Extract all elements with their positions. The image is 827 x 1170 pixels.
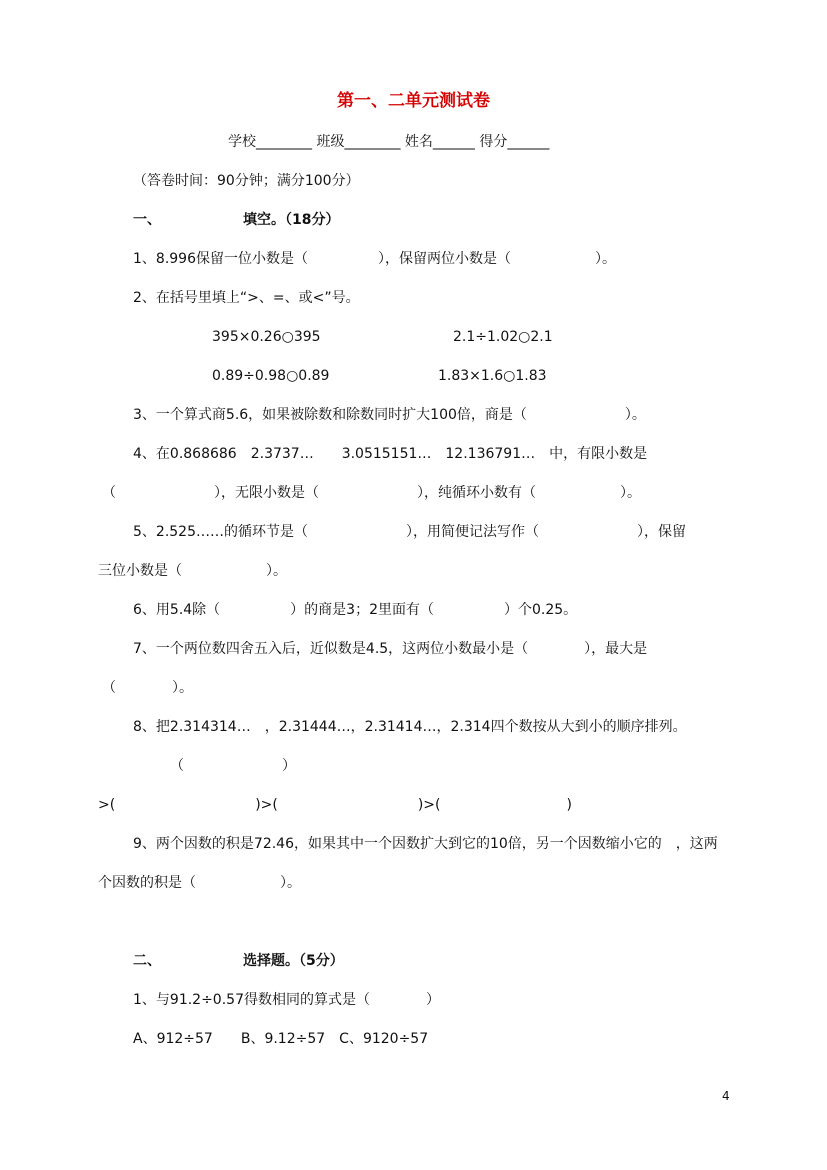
compare-item-a: 395×0.26○395 bbox=[212, 329, 321, 345]
question-7-line2: （ ）。 bbox=[102, 680, 193, 696]
page-title: 第一、二单元测试卷 bbox=[337, 91, 490, 111]
question-5-line1: 5、2.525……的循环节是（ ），用简便记法写作（ ），保留 bbox=[133, 524, 686, 540]
section1-heading: 填空。（18分） bbox=[243, 212, 340, 228]
question-2: 2、在括号里填上“>、=、或<”号。 bbox=[133, 290, 360, 306]
question-4-line1: 4、在0.868686 2.3737… 3.0515151… 12.136791… 中，有限小数是 bbox=[133, 446, 648, 462]
section1-number: 一、 bbox=[133, 212, 161, 228]
question-3: 3、一个算式商5.6，如果被除数和除数同时扩大100倍，商是（ ）。 bbox=[133, 407, 646, 423]
compare-item-d: 1.83×1.6○1.83 bbox=[438, 368, 547, 384]
section2-number: 二、 bbox=[133, 953, 161, 969]
time-note: （答卷时间：90分钟；满分100分） bbox=[133, 173, 360, 189]
compare-item-c: 0.89÷0.98○0.89 bbox=[212, 368, 330, 384]
choice-question-1: 1、与91.2÷0.57得数相同的算式是（ ） bbox=[133, 992, 440, 1008]
compare-item-b: 2.1÷1.02○2.1 bbox=[453, 329, 553, 345]
section2-heading: 选择题。（5分） bbox=[243, 953, 344, 969]
question-4-line2: （ ），无限小数是（ ），纯循环小数有（ ）。 bbox=[102, 485, 641, 501]
question-8-line2: （ ） bbox=[170, 758, 296, 774]
page-number: 4 bbox=[722, 1089, 730, 1103]
question-8-line3: >( )>( )>( ) bbox=[98, 797, 572, 813]
question-9-line1: 9、两个因数的积是72.46，如果其中一个因数扩大到它的10倍，另一个因数缩小它的 ，这两 bbox=[133, 836, 718, 852]
question-8-line1: 8、把2.314314… ，2.31444…，2.31414…，2.314四个数按从大到小的顺序排列。 bbox=[133, 719, 687, 735]
question-1: 1、8.996保留一位小数是（ ），保留两位小数是（ ）。 bbox=[133, 251, 616, 267]
choice-options: A、912÷57 B、9.12÷57 C、9120÷57 bbox=[133, 1031, 429, 1047]
question-7-line1: 7、一个两位数四舍五入后，近似数是4.5，这两位小数最小是（ ），最大是 bbox=[133, 641, 648, 657]
question-9-line2: 个因数的积是（ ）。 bbox=[98, 875, 301, 891]
student-info-line: 学校________ 班级________ 姓名______ 得分______ bbox=[228, 134, 550, 150]
question-6: 6、用5.4除（ ）的商是3；2里面有（ ）个0.25。 bbox=[133, 602, 578, 618]
question-5-line2: 三位小数是（ ）。 bbox=[98, 563, 287, 579]
